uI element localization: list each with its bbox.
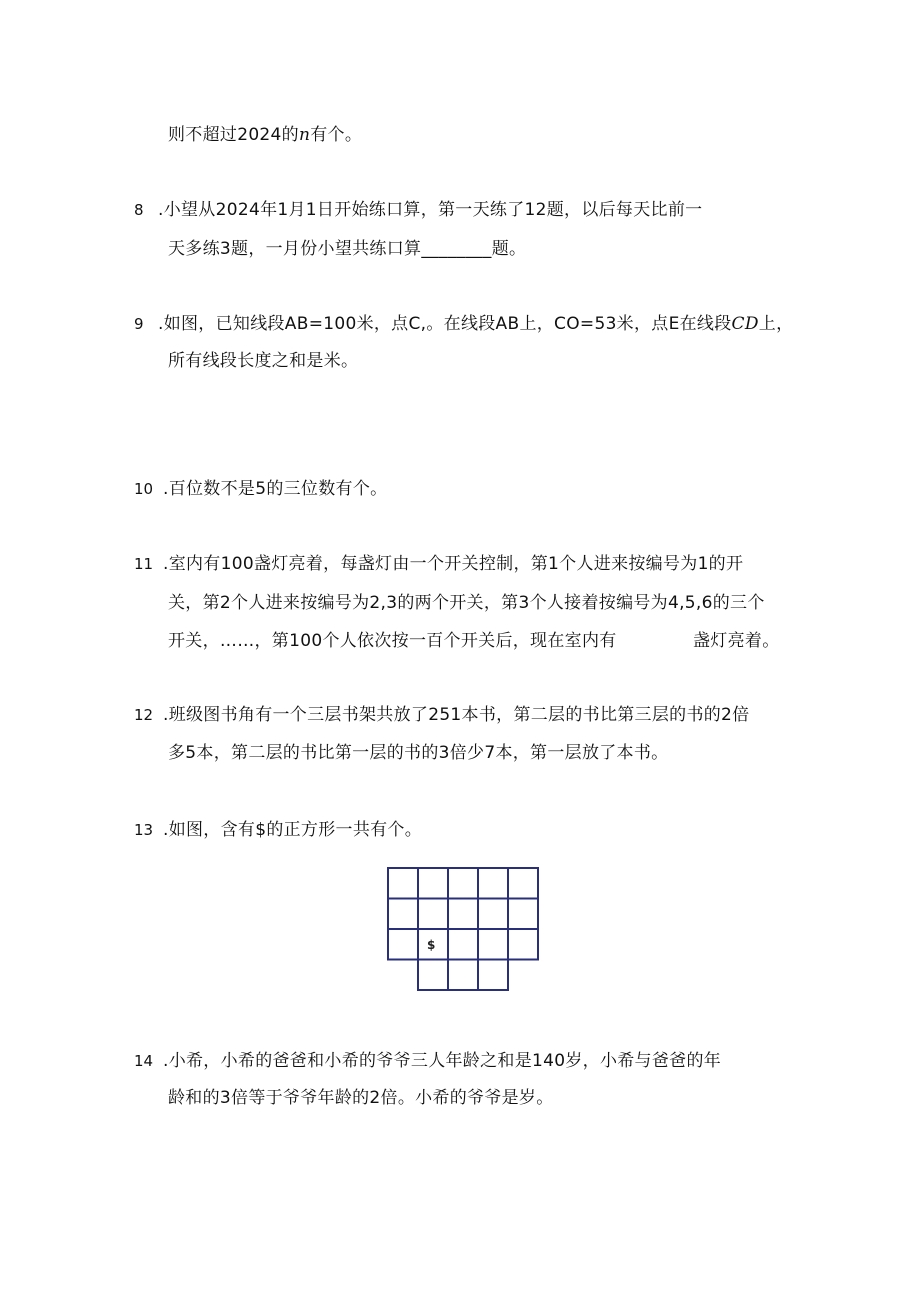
question-11-number: 11 (134, 555, 154, 573)
intro-variable: n (298, 125, 311, 145)
question-14-number: 14 (134, 1052, 154, 1070)
question-13-line-1: .如图，含有$的正方形一共有个。 (163, 820, 423, 840)
intro-text-a: 则不超过2024的 (168, 125, 299, 145)
grid-cell (508, 929, 538, 960)
question-12-number: 12 (134, 706, 154, 724)
question-9-line-1-text-a: .如图，已知线段AB=100米，点C,。在线段AB上，CO=53米，点E在线段 (158, 314, 732, 334)
grid-cell (448, 960, 478, 991)
grid-cell (478, 868, 508, 899)
grid-cell (388, 868, 418, 899)
question-14-line-2: 龄和的3倍等于爷爷年龄的2倍。小希的爷爷是岁。 (168, 1088, 554, 1108)
intro-text-b: 有个。 (310, 125, 363, 145)
grid-cell (448, 929, 478, 960)
question-12-line-1: .班级图书角有一个三层书架共放了251本书，第二层的书比第三层的书的2倍 (163, 705, 750, 725)
question-11-line-1: .室内有100盏灯亮着，每盏灯由一个开关控制，第1个人进来按编号为1的开 (163, 554, 744, 574)
grid-cell (508, 899, 538, 930)
grid-cell (448, 868, 478, 899)
grid-cell (478, 899, 508, 930)
grid-cell (418, 960, 448, 991)
square-grid-svg (387, 867, 539, 994)
dollar-symbol: $ (427, 938, 436, 952)
question-11-line-2: 关，第2个人进来按编号为2,3的两个开关，第3个人接着按编号为4,5,6的三个 (168, 593, 765, 613)
grid-cell (478, 960, 508, 991)
question-8-line-2: 天多练3题，一月份小望共练口算________题。 (168, 239, 527, 259)
grid-cell (418, 899, 448, 930)
question-9-line-1 (158, 313, 793, 335)
intro-line (168, 124, 362, 146)
question-9-number: 9 (134, 315, 144, 333)
grid-cell (388, 899, 418, 930)
question-13-number: 13 (134, 821, 154, 839)
grid-cell (478, 929, 508, 960)
question-11-line-3-end: 盏灯亮着。 (693, 631, 780, 651)
question-11-line-3: 开关，……，第100个人依次按一百个开关后，现在室内有 (168, 631, 617, 651)
question-14-line-1: .小希，小希的爸爸和小希的爷爷三人年龄之和是140岁，小希与爸爸的年 (163, 1051, 722, 1071)
question-8-line-1: .小望从2024年1月1日开始练口算，第一天练了12题，以后每天比前一 (158, 200, 703, 220)
square-grid-figure (387, 867, 539, 994)
question-12-line-2: 多5本，第二层的书比第一层的书的3倍少7本，第一层放了本书。 (168, 743, 669, 763)
grid-cell (388, 929, 418, 960)
question-9-line-1-text-b: 上， (758, 314, 794, 334)
question-10-line-1: .百位数不是5的三位数有个。 (163, 479, 388, 499)
question-9-line-2: 所有线段长度之和是米。 (168, 351, 359, 371)
question-9-variable-cd: CD (731, 314, 759, 334)
grid-cell (448, 899, 478, 930)
grid-cell (508, 868, 538, 899)
question-8-number: 8 (134, 201, 144, 219)
grid-cell (418, 868, 448, 899)
question-10-number: 10 (134, 480, 154, 498)
